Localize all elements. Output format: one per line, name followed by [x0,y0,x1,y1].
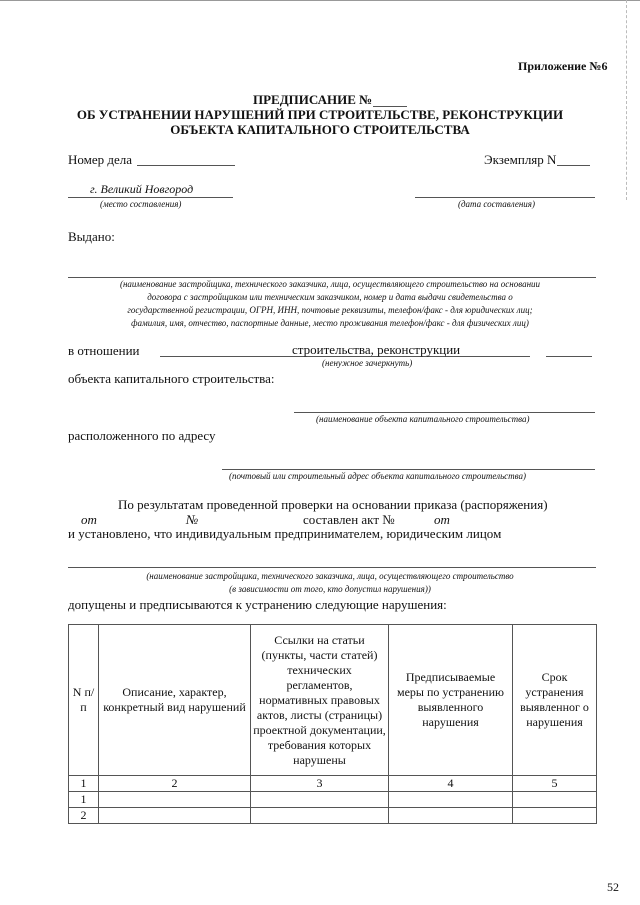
issued-caption-2: договора с застройщиком или техническим заказчиком, номер и дата выдачи свидетельства о [147,292,513,302]
established-text: и установлено, что индивидуальным предпринимателем, юридическим лицом [68,526,502,541]
table-cell[interactable] [251,792,389,808]
date-caption: (дата составления) [458,199,535,209]
table-row [69,808,597,824]
issued-line[interactable] [68,277,596,278]
table-cell: 2 [69,808,99,824]
table-cell[interactable] [389,792,513,808]
table-cell[interactable] [99,808,251,824]
column-number: 2 [99,776,251,792]
regarding-value: строительства, реконструкции [292,342,461,357]
page-number: 52 [607,880,619,894]
number-label-1: № [186,512,199,527]
place-line[interactable] [68,197,233,198]
allowed-text: допущены и предписываются к устранению следующие нарушения: [68,597,447,612]
table-cell[interactable] [99,792,251,808]
place-value: г. Великий Новгород [90,182,194,196]
header-references: Ссылки на статьи (пункты, части статей) технических регламентов, нормативных правовых актов, листы (страницы) проектной документации, требования которых нарушены [251,625,389,776]
title-line-3: ОБЪЕКТА КАПИТАЛЬНОГО СТРОИТЕЛЬСТВА [170,122,470,137]
copy-label: Экземпляр N [484,152,557,167]
issued-caption-4: фамилия, имя, отчество, паспортные данные, место проживания телефон/факс - для физических лиц) [131,318,529,328]
object-caption: (наименование объекта капитального строительства) [316,414,530,424]
regarding-extra-line[interactable] [546,356,592,357]
appendix-label: Приложение №6 [518,59,608,73]
header-number: N п/ п [69,625,99,776]
column-number: 1 [69,776,99,792]
table-row [69,792,597,808]
case-number-blank[interactable] [137,165,235,166]
table-cell[interactable] [389,808,513,824]
title-line-2: ОБ УСТРАНЕНИИ НАРУШЕНИЙ ПРИ СТРОИТЕЛЬСТВЕ, РЕКОНСТРУКЦИИ [76,107,564,122]
object-line[interactable] [294,412,595,413]
regarding-caption: (ненужное зачеркнуть) [322,358,413,368]
header-deadline: Срок устранения выявленног о нарушения [513,625,597,776]
table-header-row [69,625,597,776]
table-cell[interactable] [513,808,597,824]
copy-number-blank[interactable] [557,165,590,166]
column-number: 5 [513,776,597,792]
issued-caption-3: государственной регистрации, ОГРН, ИНН, почтовые реквизиты, телефон/факс - для юридических лиц; [127,305,533,315]
violator-line[interactable] [68,567,596,568]
header-measures: Предписываемые меры по устранению выявленного нарушения [389,625,513,776]
column-number: 4 [389,776,513,792]
issued-label: Выдано: [68,229,115,244]
table-cell[interactable] [251,808,389,824]
violator-caption-2: (в зависимости от того, кто допустил нарушения)) [229,584,431,594]
header-description: Описание, характер, конкретный вид нарушений [99,625,251,776]
date-line[interactable] [415,197,595,198]
regarding-label: в отношении [68,343,140,358]
table-column-numbers-row [69,776,597,792]
issued-caption-1: (наименование застройщика, технического заказчика, лица, осуществляющего строительство на основании [119,279,541,289]
act-text: составлен акт № [303,512,395,527]
case-number-label: Номер дела [68,152,133,167]
object-label: объекта капитального строительства: [68,371,275,386]
violator-caption-1: (наименование застройщика, технического заказчика, лица, осуществляющего строительство [146,571,514,581]
violations-table [68,624,597,824]
place-caption: (место составления) [100,199,182,209]
column-number: 3 [251,776,389,792]
address-label: расположенного по адресу [68,428,216,443]
address-caption: (почтовый или строительный адрес объекта капитального строительства) [229,471,527,481]
table-cell: 1 [69,792,99,808]
scan-edge-top [0,0,640,1]
table-cell[interactable] [513,792,597,808]
scan-edge-right [626,0,627,200]
from-label-2: от [434,512,450,527]
from-label-1: от [81,512,97,527]
title-line-1: ПРЕДПИСАНИЕ № [253,92,373,107]
check-text: По результатам проведенной проверки на основании приказа (распоряжения) [118,497,548,512]
address-line[interactable] [222,469,595,470]
